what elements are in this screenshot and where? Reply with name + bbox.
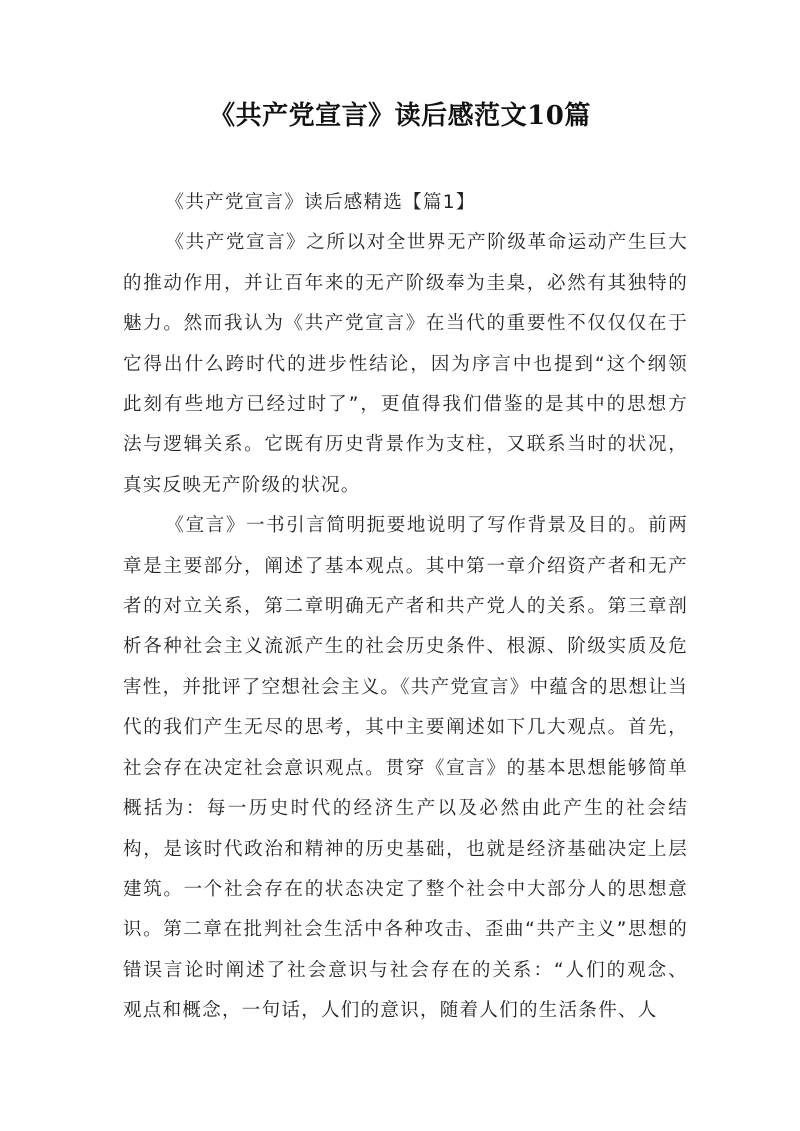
page-title: 《共产党宣言》读后感范文10篇 — [209, 101, 591, 131]
document-body — [123, 183, 688, 1032]
section-heading: 《共产党宣言》读后感精选【篇1】 — [165, 192, 476, 213]
paragraph-1: 《共产党宣言》之所以对全世界无产阶级革命运动产生巨大的推动作用，并让百年来的无产阶级奉为圭臬，必然有其独特的魅力。然而我认为《共产党宣言》在当代的重要性不仅仅仅在于它得出什么跨时代的进步性结论，因为序言中也提到“这个纲领此刻有些地方已经过时了”，更值得我们借鉴的是其中的思想方法与逻辑关系。它既有历史背景作为支柱，又联系当时的状况，真实反映无产阶级的状况。 — [123, 232, 688, 496]
paragraph-2: 《宣言》一书引言简明扼要地说明了写作背景及目的。前两章是主要部分，阐述了基本观点。其中第一章介绍资产者和无产者的对立关系，第二章明确无产者和共产党人的关系。第三章剖析各种社会主义流派产生的社会历史条件、根源、阶级实质及危害性，并批评了空想社会主义。《共产党宣言》中蕴含的思想让当代的我们产生无尽的思考，其中主要阐述如下几大观点。首先，社会存在决定社会意识观点。贯穿《宣言》的基本思想能够简单概括为：每一历史时代的经济生产以及必然由此产生的社会结构，是该时代政治和精神的历史基础，也就是经济基础决定上层建筑。一个社会存在的状态决定了整个社会中大部分人的思想意识。第二章在批判社会生活中各种攻击、歪曲“共产主义”思想的错误言论时阐述了社会意识与社会存在的关系：“人们的观念、观点和概念，一句话，人们的意识，随着人们的生活条件、人 — [123, 515, 688, 1022]
